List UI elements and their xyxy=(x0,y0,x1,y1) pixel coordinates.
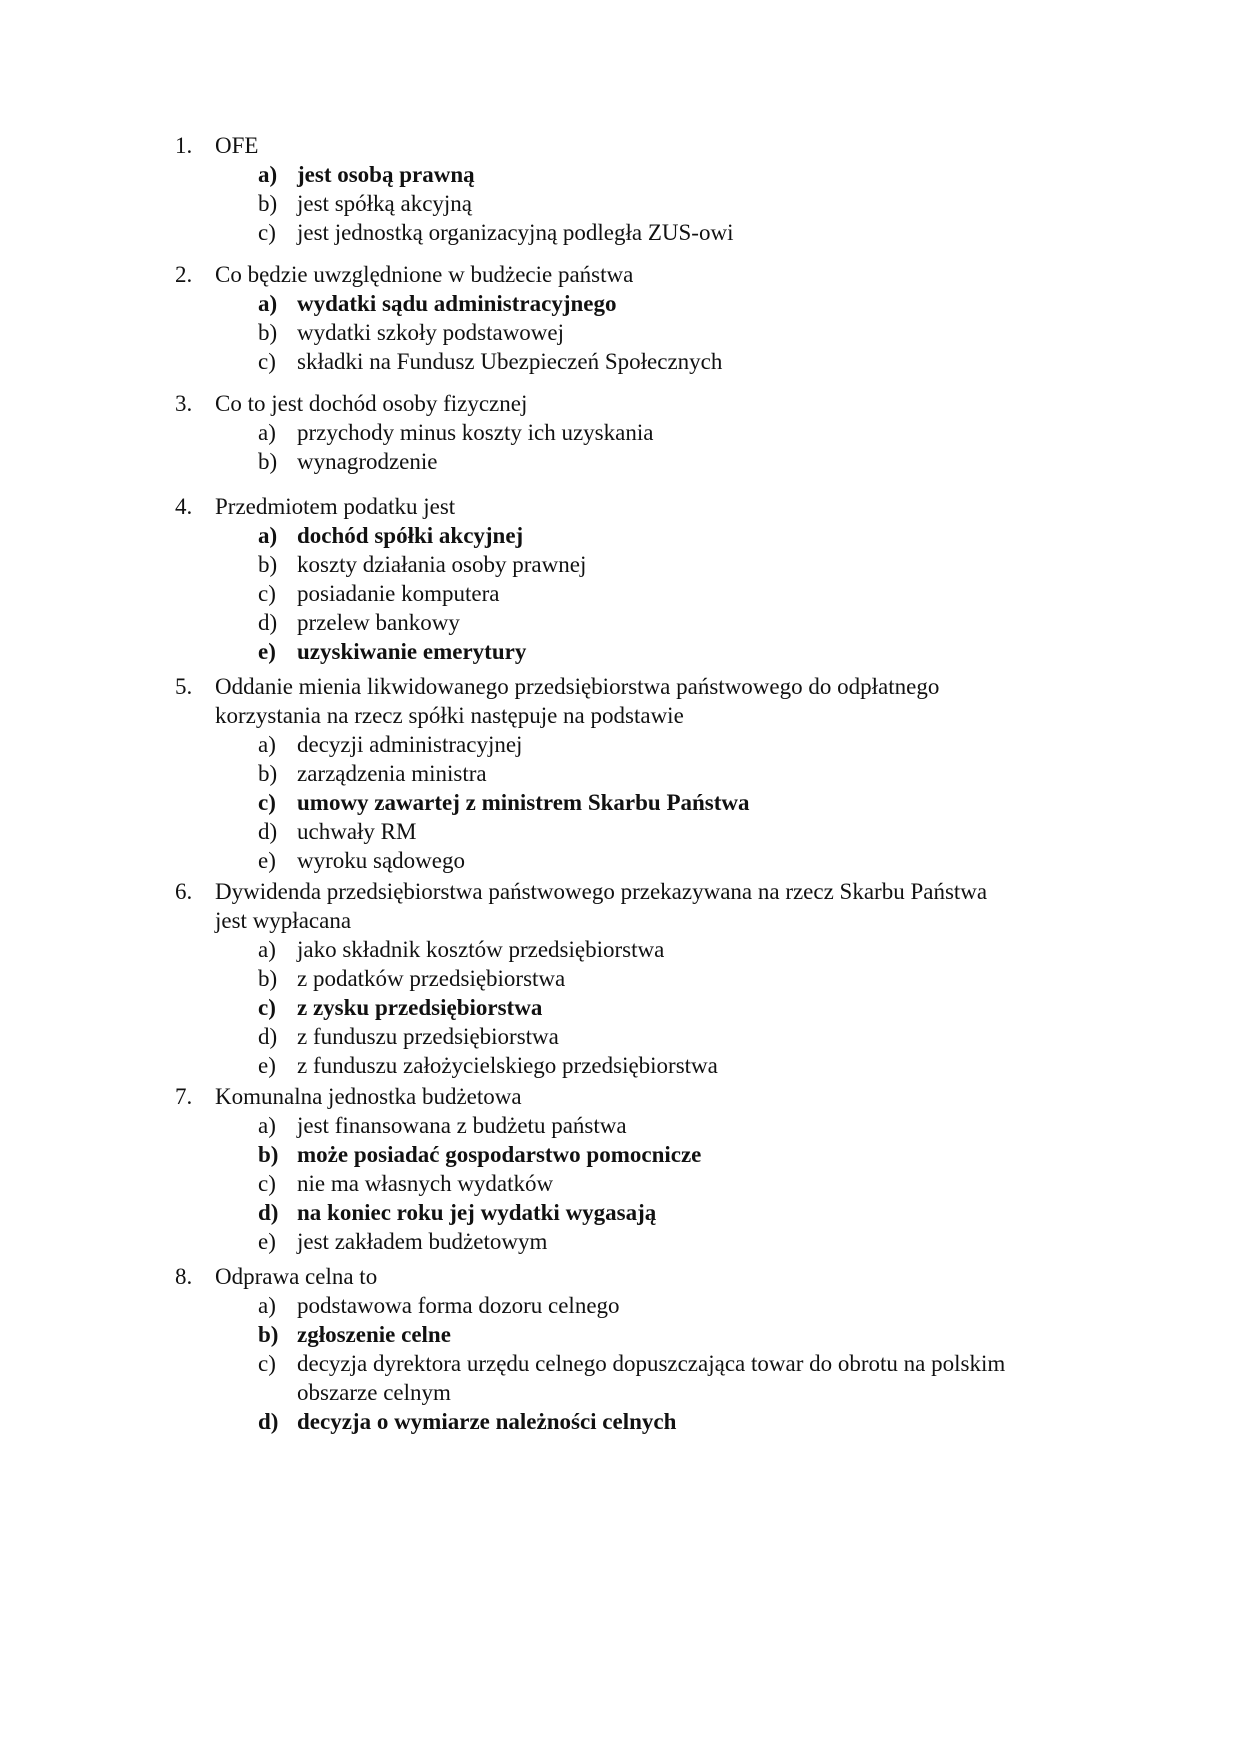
answer-letter: a) xyxy=(258,420,276,445)
question-item xyxy=(175,131,1015,247)
answer-option-correct xyxy=(258,637,1015,666)
question-item xyxy=(175,260,1015,376)
answer-option-correct xyxy=(258,160,1015,189)
question-number: 4. xyxy=(175,494,193,519)
answer-letter: d) xyxy=(258,1024,278,1049)
answer-letter: b) xyxy=(258,761,278,786)
question-item xyxy=(175,1262,1015,1436)
question-text: Co to jest dochód osoby fizycznej xyxy=(215,391,528,416)
question-item xyxy=(175,1082,1015,1256)
answer-letter: b) xyxy=(258,320,278,345)
answer-letter: e) xyxy=(258,848,276,873)
answer-text: z funduszu przedsiębiorstwa xyxy=(297,1024,559,1049)
answer-letter: d) xyxy=(258,1409,279,1434)
answer-letter: e) xyxy=(258,1053,276,1078)
answer-option xyxy=(258,579,1015,608)
answer-option xyxy=(258,418,1015,447)
answer-letter: b) xyxy=(258,1142,279,1167)
answer-letter: c) xyxy=(258,1171,276,1196)
answer-option xyxy=(258,318,1015,347)
answer-text: umowy zawartej z ministrem Skarbu Państwa xyxy=(297,790,750,815)
answer-text: wyroku sądowego xyxy=(297,848,465,873)
answer-text: przychody minus koszty ich uzyskania xyxy=(297,420,654,445)
question-item xyxy=(175,672,1015,875)
answer-list xyxy=(258,521,1015,666)
answer-option-correct xyxy=(258,521,1015,550)
answer-text: na koniec roku jej wydatki wygasają xyxy=(297,1200,657,1225)
answer-list xyxy=(258,1291,1015,1436)
question-text: Co będzie uwzględnione w budżecie państwa xyxy=(215,262,634,287)
answer-text: decyzji administracyjnej xyxy=(297,732,523,757)
answer-letter: b) xyxy=(258,449,278,474)
answer-letter: c) xyxy=(258,349,276,374)
answer-option-correct xyxy=(258,1320,1015,1349)
answer-letter: a) xyxy=(258,162,278,187)
answer-text: dochód spółki akcyjnej xyxy=(297,523,524,548)
answer-letter: c) xyxy=(258,581,276,606)
answer-option xyxy=(258,189,1015,218)
answer-text: jest finansowana z budżetu państwa xyxy=(297,1113,627,1138)
answer-option xyxy=(258,347,1015,376)
answer-letter: b) xyxy=(258,966,278,991)
answer-letter: b) xyxy=(258,191,278,216)
question-text: Odprawa celna to xyxy=(215,1264,378,1289)
question-number: 1. xyxy=(175,133,193,158)
question-number: 7. xyxy=(175,1084,193,1109)
answer-letter: c) xyxy=(258,995,276,1020)
answer-letter: b) xyxy=(258,552,278,577)
question-number: 5. xyxy=(175,674,193,699)
answer-text: wydatki szkoły podstawowej xyxy=(297,320,565,345)
answer-letter: d) xyxy=(258,610,278,635)
question-number: 6. xyxy=(175,879,193,904)
answer-letter: c) xyxy=(258,1351,276,1376)
answer-option-correct xyxy=(258,289,1015,318)
answer-text: nie ma własnych wydatków xyxy=(297,1171,554,1196)
answer-option xyxy=(258,218,1015,247)
answer-option-correct xyxy=(258,1407,1015,1436)
answer-text: decyzja o wymiarze należności celnych xyxy=(297,1409,677,1434)
answer-list xyxy=(258,289,1015,376)
answer-list xyxy=(258,935,1015,1080)
answer-list xyxy=(258,160,1015,247)
answer-text: składki na Fundusz Ubezpieczeń Społecznych xyxy=(297,349,723,374)
question-item xyxy=(175,492,1015,666)
answer-option xyxy=(258,608,1015,637)
answer-text: może posiadać gospodarstwo pomocnicze xyxy=(297,1142,702,1167)
answer-text: z funduszu założycielskiego przedsiębiorstwa xyxy=(297,1053,718,1078)
question-text: Komunalna jednostka budżetowa xyxy=(215,1084,522,1109)
question-item xyxy=(175,389,1015,476)
answer-letter: e) xyxy=(258,639,276,664)
question-number: 8. xyxy=(175,1264,193,1289)
answer-text: jest zakładem budżetowym xyxy=(297,1229,548,1254)
answer-option xyxy=(258,730,1015,759)
question-text: OFE xyxy=(215,133,259,158)
answer-option xyxy=(258,759,1015,788)
answer-letter: c) xyxy=(258,790,276,815)
answer-option-correct xyxy=(258,1140,1015,1169)
answer-text: koszty działania osoby prawnej xyxy=(297,552,587,577)
answer-option xyxy=(258,550,1015,579)
answer-letter: a) xyxy=(258,937,276,962)
answer-option xyxy=(258,1051,1015,1080)
question-number: 2. xyxy=(175,262,193,287)
answer-text: posiadanie komputera xyxy=(297,581,500,606)
answer-text: wydatki sądu administracyjnego xyxy=(297,291,617,316)
answer-option xyxy=(258,846,1015,875)
answer-text: zgłoszenie celne xyxy=(297,1322,451,1347)
answer-letter: b) xyxy=(258,1322,279,1347)
answer-letter: a) xyxy=(258,523,278,548)
answer-text: uzyskiwanie emerytury xyxy=(297,639,527,664)
answer-list xyxy=(258,418,1015,476)
answer-option xyxy=(258,1169,1015,1198)
answer-option xyxy=(258,1227,1015,1256)
answer-option xyxy=(258,447,1015,476)
answer-letter: d) xyxy=(258,819,278,844)
answer-option-correct xyxy=(258,1198,1015,1227)
question-text: Dywidenda przedsiębiorstwa państwowego przekazywana na rzecz Skarbu Państwa jest wypłacana xyxy=(215,879,988,933)
answer-letter: a) xyxy=(258,1293,276,1318)
answer-letter: d) xyxy=(258,1200,279,1225)
answer-option xyxy=(258,964,1015,993)
question-number: 3. xyxy=(175,391,193,416)
answer-text: uchwały RM xyxy=(297,819,417,844)
question-item xyxy=(175,877,1015,1080)
answer-text: jest jednostką organizacyjną podległa ZUS-owi xyxy=(297,220,734,245)
answer-option xyxy=(258,1022,1015,1051)
question-text: Oddanie mienia likwidowanego przedsiębiorstwa państwowego do odpłatnego korzystania na rzecz spółki następuje na podstawie xyxy=(215,674,940,728)
answer-letter: a) xyxy=(258,732,276,757)
answer-option xyxy=(258,1349,1015,1407)
answer-option-correct xyxy=(258,788,1015,817)
answer-text: wynagrodzenie xyxy=(297,449,438,474)
answer-option-correct xyxy=(258,993,1015,1022)
answer-option xyxy=(258,1291,1015,1320)
answer-option xyxy=(258,817,1015,846)
answer-letter: a) xyxy=(258,291,278,316)
answer-text: podstawowa forma dozoru celnego xyxy=(297,1293,620,1318)
answer-text: przelew bankowy xyxy=(297,610,460,635)
answer-option xyxy=(258,935,1015,964)
answer-text: decyzja dyrektora urzędu celnego dopuszczająca towar do obrotu na polskim obszarze celnym xyxy=(297,1351,1006,1405)
answer-letter: e) xyxy=(258,1229,276,1254)
answer-text: zarządzenia ministra xyxy=(297,761,487,786)
answer-list xyxy=(258,730,1015,875)
answer-text: jest osobą prawną xyxy=(297,162,475,187)
answer-list xyxy=(258,1111,1015,1256)
answer-text: z podatków przedsiębiorstwa xyxy=(297,966,566,991)
answer-letter: c) xyxy=(258,220,276,245)
answer-letter: a) xyxy=(258,1113,276,1138)
answer-text: z zysku przedsiębiorstwa xyxy=(297,995,543,1020)
question-text: Przedmiotem podatku jest xyxy=(215,494,456,519)
answer-text: jako składnik kosztów przedsiębiorstwa xyxy=(297,937,665,962)
answer-text: jest spółką akcyjną xyxy=(297,191,473,216)
answer-option xyxy=(258,1111,1015,1140)
